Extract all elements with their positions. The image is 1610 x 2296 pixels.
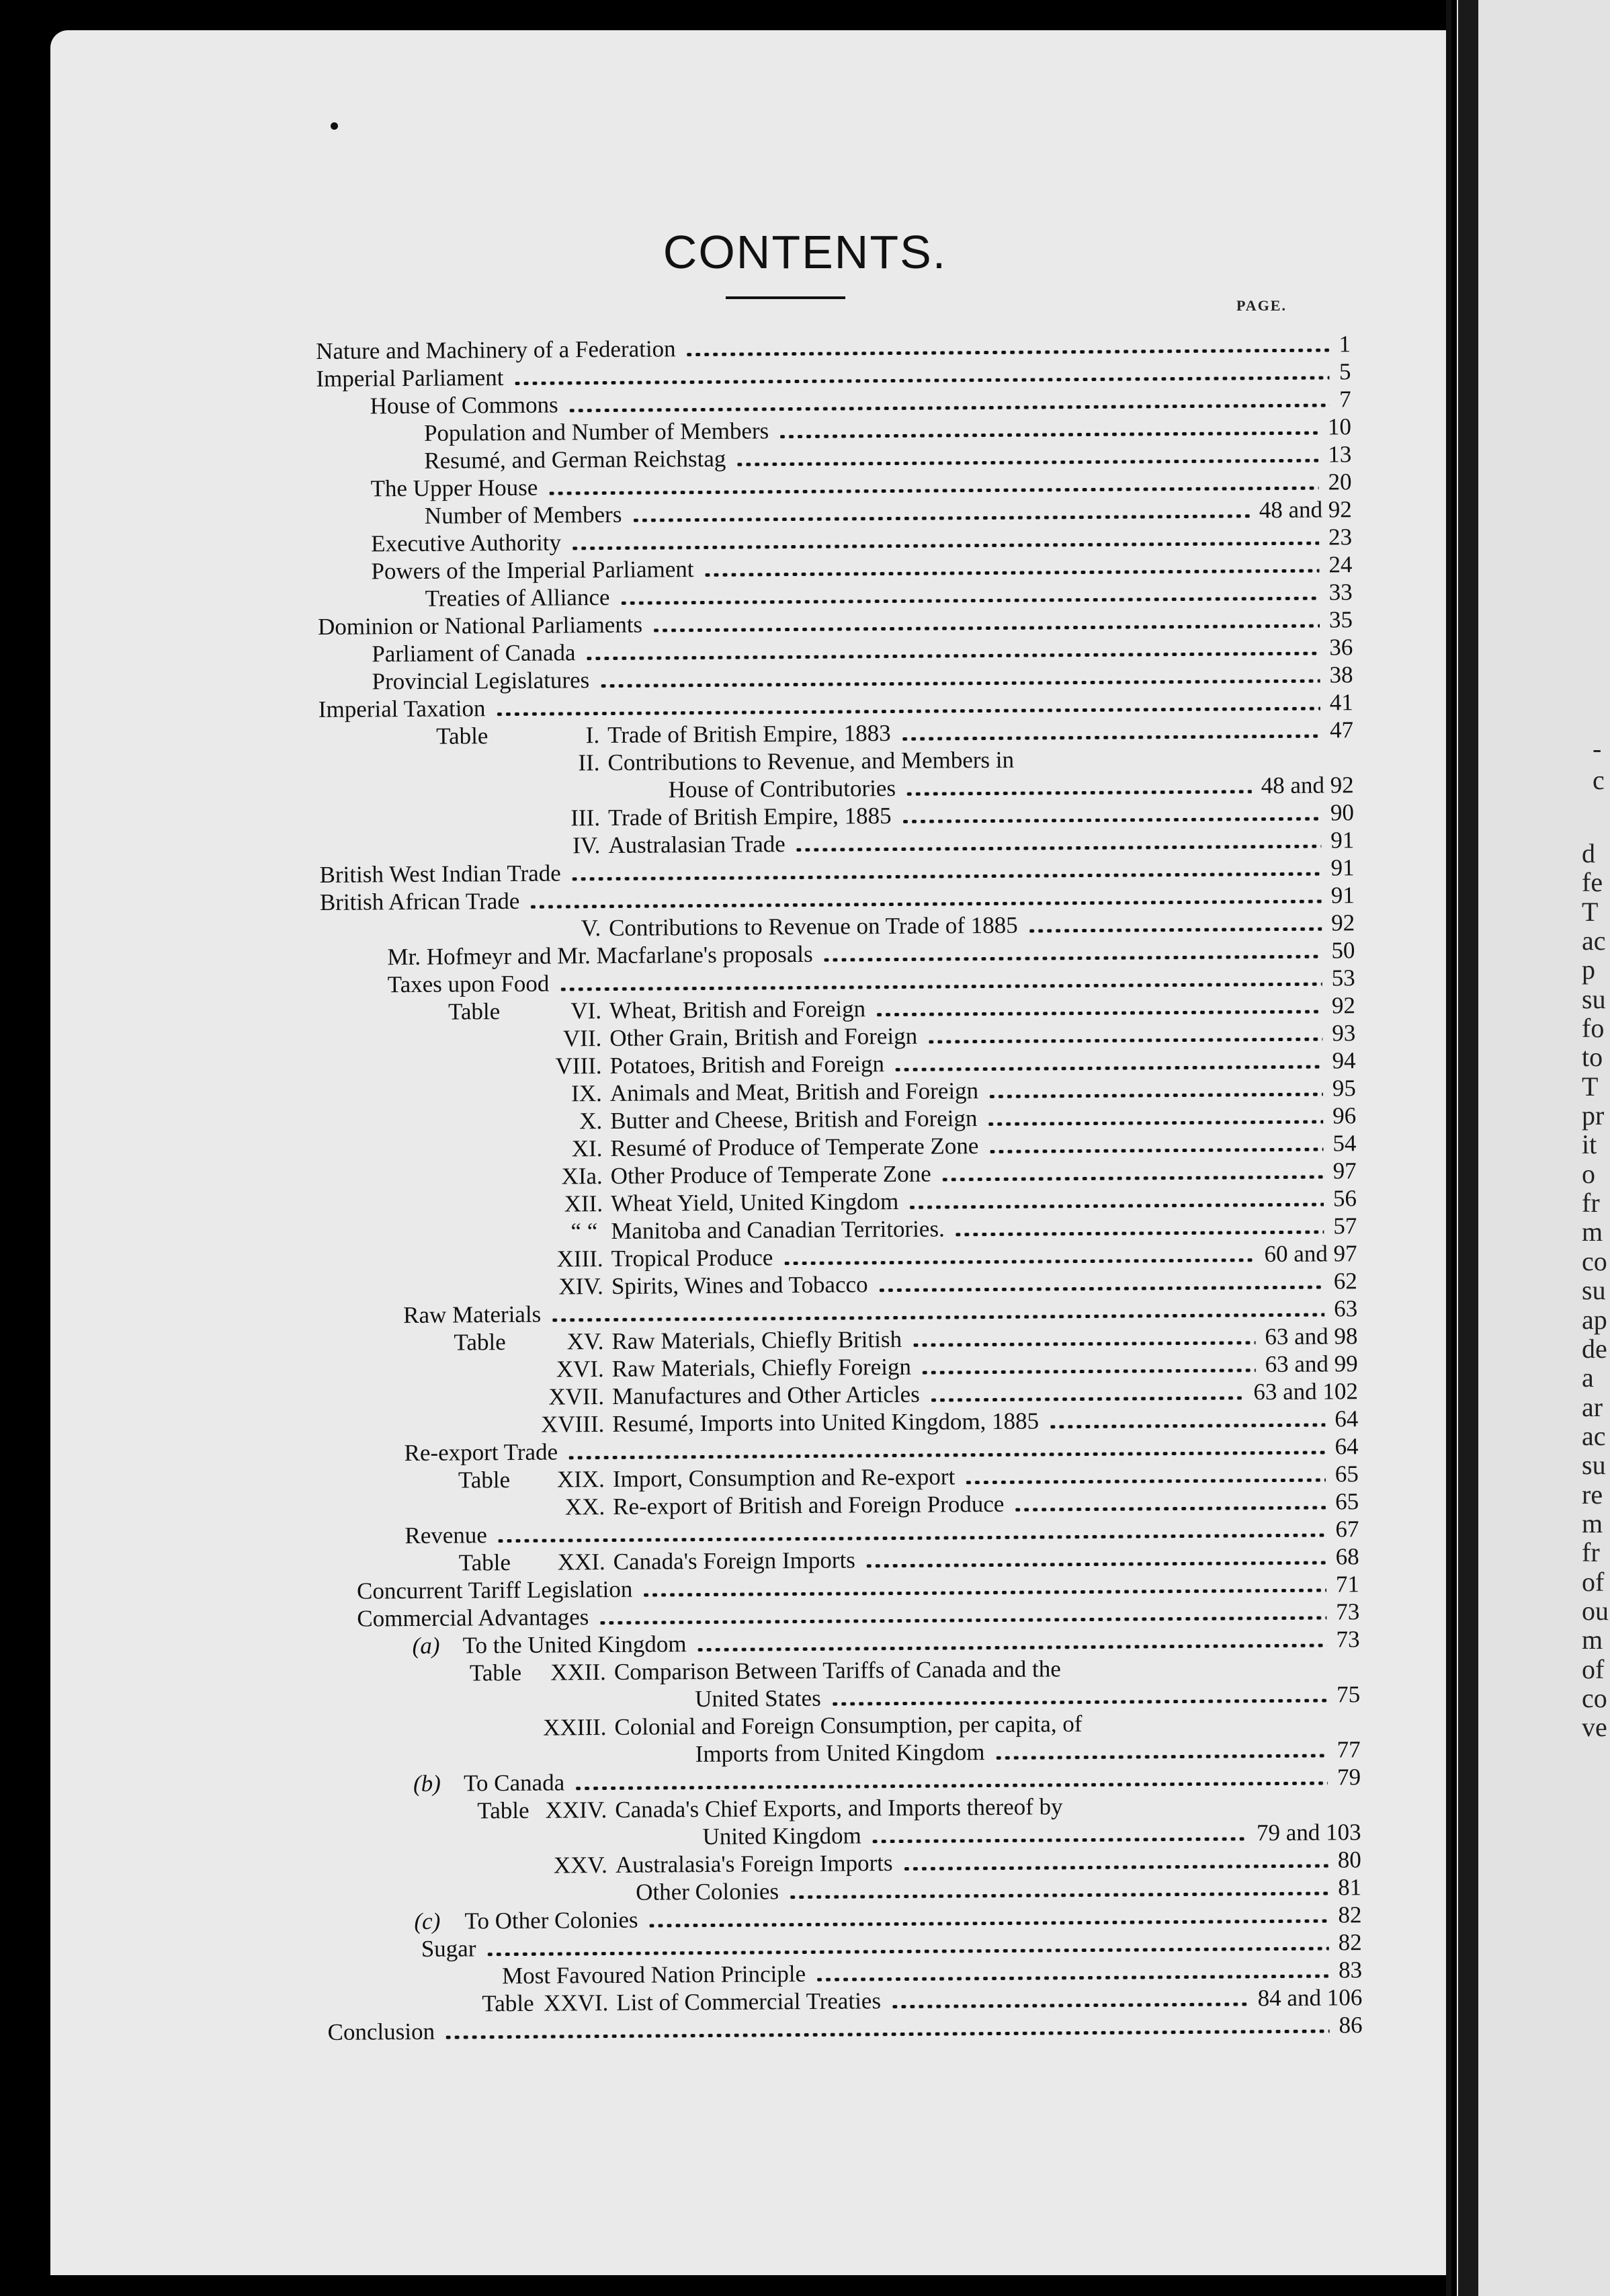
heading-rule (726, 296, 845, 299)
right-page-fragment: fo (1582, 1013, 1605, 1044)
entry-label: Number of Members (424, 501, 622, 529)
leader-dots (890, 2002, 1248, 2008)
leader-dots (905, 790, 1252, 796)
entry-label: Raw Materials, Chiefly British XV. (566, 1325, 902, 1355)
leader-dots (871, 1837, 1247, 1843)
entry-label: Treaties of Alliance (425, 583, 610, 612)
table-prefix: Table (454, 1329, 506, 1356)
right-page-fragment: fr (1582, 1537, 1600, 1568)
entry-label: Sugar (421, 1935, 476, 1962)
page-number: 41 (1329, 689, 1353, 716)
entry-label: Spirits, Wines and Tobacco XIV. (558, 1271, 868, 1300)
right-page-fragment: of (1582, 1653, 1605, 1684)
right-page-fragment: a (1582, 1362, 1594, 1393)
right-page-fragment: ve (1582, 1712, 1607, 1743)
page-number: 91 (1330, 827, 1355, 854)
entry-label: Colonial and Foreign Consumption, per capita, of XXIII. (543, 1711, 1083, 1741)
entry-label: Resumé of Produce of Temperate Zone XI. (571, 1133, 979, 1162)
leader-dots (822, 955, 1322, 962)
entry-label: United States (695, 1684, 821, 1713)
leader-dots (878, 1286, 1324, 1293)
entry-label: Contributions to Revenue, and Members in II. (578, 746, 1015, 776)
right-page-fragment: of (1582, 1566, 1605, 1597)
page-number: 93 (1332, 1020, 1356, 1047)
page-number: 65 (1334, 1461, 1359, 1487)
entry-label: Mr. Hofmeyr and Mr. Macfarlane's proposals (387, 940, 813, 971)
right-page-fragment: T (1582, 1071, 1599, 1102)
table-number: XXI. (557, 1549, 605, 1575)
table-prefix: Table (458, 1549, 511, 1576)
entry-label: To Canada (463, 1769, 565, 1797)
entry-label: Manitoba and Canadian Territories. “ “ (570, 1215, 945, 1245)
leader-dots (831, 1699, 1327, 1706)
leader-dots (815, 1975, 1329, 1981)
table-prefix: Table (436, 723, 489, 749)
entry-label: Other Grain, British and Foreign VII. (562, 1022, 918, 1052)
leader-dots (496, 1534, 1326, 1543)
page-number: 90 (1330, 799, 1355, 826)
entry-label: Powers of the Imperial Parliament (371, 556, 694, 585)
page-number: 10 (1327, 413, 1352, 440)
entry-label: Dominion or National Parliaments (317, 611, 643, 640)
page-number: 67 (1335, 1516, 1359, 1543)
entry-label: Trade of British Empire, 1883 I. (585, 720, 891, 749)
page-number: 79 and 103 (1256, 1819, 1361, 1846)
table-number: XXIII. (543, 1714, 607, 1741)
leader-dots (585, 652, 1320, 661)
entry-label: British West Indian Trade (319, 860, 561, 888)
entry-label: Contributions to Revenue on Trade of 1885 V. (581, 911, 1018, 942)
leader-dots (652, 624, 1320, 632)
page-number: 68 (1335, 1543, 1359, 1570)
entry-label: Potatoes, British and Foreign VIII. (555, 1051, 885, 1079)
entry-label: British African Trade (319, 887, 520, 915)
table-number: II. (578, 749, 600, 776)
page-number: 64 (1334, 1405, 1359, 1432)
leader-dots (1048, 1424, 1325, 1429)
table-number: XIV. (558, 1273, 603, 1300)
right-page-fragment: pr (1582, 1100, 1605, 1131)
right-page-fragment: o (1582, 1158, 1595, 1189)
entry-label: United Kingdom (702, 1822, 861, 1850)
leader-dots (778, 432, 1318, 439)
entry-label: Canada's Chief Exports, and Imports thereof by XXIV. (545, 1793, 1063, 1823)
leader-dots (954, 1231, 1324, 1237)
entry-label: Australasia's Foreign Imports XXV. (553, 1850, 893, 1879)
page-number: 48 and 92 (1259, 496, 1352, 524)
right-page-fragment: to (1582, 1042, 1603, 1073)
right-page-fragment: su (1582, 1450, 1606, 1481)
right-page-fragment: d (1582, 838, 1595, 868)
leader-dots (927, 1038, 1322, 1044)
page-number: 96 (1332, 1102, 1357, 1129)
page-number: 86 (1339, 2012, 1363, 2039)
leader-dots (550, 1313, 1324, 1322)
entry-label: Raw Materials, Chiefly Foreign XVI. (556, 1353, 912, 1383)
page-number: 91 (1330, 854, 1355, 881)
table-number: VIII. (555, 1053, 602, 1079)
table-number: V. (581, 915, 601, 942)
leader-dots (794, 845, 1321, 852)
leader-dots (921, 1368, 1256, 1374)
right-page-fragment: p (1582, 954, 1595, 985)
page-number: 84 and 106 (1257, 1984, 1363, 2012)
leader-dots (986, 1120, 1323, 1126)
right-page-mark: -c (1593, 733, 1605, 795)
entry-label: Import, Consumption and Re-export XIX. (556, 1463, 956, 1493)
leader-dots (1013, 1506, 1326, 1512)
page-number: 47 (1329, 716, 1354, 743)
table-number: XXVI. (543, 1990, 609, 2016)
right-page-fragment: su (1582, 1275, 1606, 1306)
leader-dots (703, 569, 1319, 577)
table-number: IV. (572, 832, 601, 859)
leader-dots (901, 817, 1321, 823)
entry-label: Resumé, Imports into United Kingdom, 1885 XVIII. (540, 1407, 1040, 1438)
entry-label: To Other Colonies (464, 1906, 638, 1934)
entry-label: Most Favoured Nation Principle (501, 1960, 806, 1990)
page-number: 63 and 99 (1265, 1350, 1358, 1378)
entry-label: Taxes upon Food (387, 970, 550, 998)
table-prefix: Table (448, 998, 501, 1025)
entry-label: Manufactures and Other Articles XVII. (548, 1381, 920, 1410)
entry-label: Re-export Trade (404, 1438, 558, 1467)
section-marker: (c) (414, 1908, 441, 1935)
page-number: 48 and 92 (1261, 772, 1354, 799)
right-page-fragment: re (1582, 1479, 1603, 1510)
table-number: VI. (570, 997, 602, 1024)
leader-dots (513, 376, 1329, 384)
table-number: IX. (571, 1080, 602, 1107)
page-column-label: PAGE. (1236, 297, 1287, 314)
leader-dots (988, 1093, 1323, 1098)
entry-label: Butter and Cheese, British and Foreign X. (579, 1105, 978, 1135)
page-number: 7 (1339, 386, 1351, 413)
leader-dots (1027, 928, 1322, 933)
right-page-fragment: m (1582, 1217, 1603, 1247)
page-number: 92 (1331, 992, 1356, 1019)
right-page-fragment: fr (1582, 1188, 1600, 1219)
leader-dots (900, 735, 1320, 741)
right-page-shadow (1458, 0, 1478, 2296)
page-number: 63 and 102 (1253, 1378, 1359, 1405)
right-page-fragment: ou (1582, 1595, 1609, 1626)
entry-label: Trade of British Empire, 1885 III. (570, 803, 892, 831)
page-number: 63 (1333, 1295, 1358, 1322)
ditto-marks: “ “ (570, 1218, 598, 1245)
leader-dots (908, 1203, 1324, 1209)
entry-label: Revenue (405, 1522, 488, 1549)
right-page-fragment: ac (1582, 1420, 1606, 1451)
page-number: 95 (1332, 1075, 1356, 1102)
right-page-text-fragments (1582, 839, 1609, 1742)
table-number: XIa. (561, 1163, 603, 1190)
entry-label: Re-export of British and Foreign Produce XX. (564, 1490, 1005, 1520)
entry-label: Raw Materials (403, 1301, 542, 1329)
table-number: X. (579, 1108, 603, 1135)
page-number: 35 (1328, 606, 1353, 633)
page-number: 82 (1338, 1929, 1362, 1956)
page-number: 60 and 97 (1264, 1240, 1357, 1268)
entry-label: Animals and Meat, British and Foreign IX. (571, 1077, 979, 1107)
leader-dots (632, 514, 1250, 522)
page-number: 36 (1329, 634, 1353, 661)
table-number: XXII. (550, 1659, 607, 1686)
leader-dots (735, 459, 1318, 466)
entry-label: Imperial Taxation (318, 695, 486, 723)
right-page-edge (1457, 0, 1610, 2296)
leader-dots (642, 1589, 1326, 1597)
table-prefix: Table (477, 1797, 529, 1824)
leader-dots (685, 348, 1329, 356)
leader-dots (495, 707, 1320, 716)
leader-dots (902, 1864, 1328, 1871)
leader-dots (929, 1396, 1244, 1401)
section-marker: (a) (412, 1632, 440, 1659)
table-number: III. (570, 805, 601, 831)
table-number: XIX. (556, 1466, 605, 1493)
table-number: XXIV. (545, 1797, 607, 1823)
entry-label: Other Produce of Temperate Zone XIa. (561, 1160, 931, 1190)
page-number: 56 (1332, 1185, 1357, 1212)
leader-dots (598, 1616, 1326, 1625)
leader-dots (548, 487, 1319, 495)
right-page-fragment: su (1582, 983, 1606, 1014)
leader-dots (599, 680, 1320, 688)
page-number: 65 (1334, 1488, 1359, 1515)
leader-dots (894, 1065, 1323, 1071)
page-number: 73 (1336, 1598, 1360, 1625)
table-number: XII. (564, 1190, 603, 1217)
table-number: XVII. (548, 1383, 605, 1410)
leader-dots (620, 597, 1320, 605)
entry-label: Other Colonies (636, 1878, 779, 1905)
page-number: 80 (1337, 1846, 1361, 1873)
section-marker: (b) (413, 1770, 441, 1797)
page-number: 77 (1337, 1736, 1361, 1763)
entry-label: House of Commons (370, 391, 558, 419)
entry-label: The Upper House (370, 474, 538, 502)
table-number: VII. (562, 1025, 602, 1052)
leader-dots (444, 2030, 1330, 2039)
leader-dots (994, 1754, 1328, 1760)
right-page-fragment: ac (1582, 926, 1606, 956)
right-page-fragment: m (1582, 1508, 1603, 1539)
page-number: 24 (1328, 551, 1353, 578)
page-number: 64 (1334, 1433, 1359, 1460)
leader-dots (865, 1561, 1326, 1568)
page-number: 5 (1339, 358, 1351, 385)
entry-label: Comparison Between Tariffs of Canada and the XXII. (550, 1655, 1061, 1686)
page-number: 94 (1332, 1047, 1356, 1074)
leader-dots (696, 1644, 1327, 1652)
entry-label: List of Commercial Treaties XXVI. (543, 1987, 882, 2016)
page-number: 1 (1339, 331, 1351, 358)
leader-dots (988, 1148, 1323, 1153)
table-number: XX. (564, 1493, 605, 1520)
entry-label: Provincial Legislatures (372, 667, 590, 695)
right-page-fragment: ap (1582, 1304, 1607, 1335)
right-page-fragment: fe (1582, 867, 1603, 898)
page-number: 82 (1338, 1901, 1362, 1928)
right-page-fragment: T (1582, 896, 1599, 927)
table-number: I. (585, 722, 600, 749)
leader-dots (559, 983, 1322, 991)
leader-dots (568, 403, 1330, 412)
page-number: 57 (1333, 1213, 1357, 1239)
entry-label: House of Contributories (668, 774, 896, 803)
book-gutter (1446, 0, 1451, 2296)
entry-label: To the United Kingdom (462, 1631, 687, 1659)
page-number: 53 (1331, 965, 1355, 991)
page-number: 50 (1331, 937, 1355, 964)
right-page-fragment: ar (1582, 1391, 1603, 1422)
ink-speck (331, 122, 338, 130)
entry-label: Nature and Machinery of a Federation (316, 335, 676, 364)
contents-heading: CONTENTS. (663, 226, 947, 278)
page-number: 54 (1332, 1130, 1357, 1157)
right-page-fragment: m (1582, 1625, 1603, 1655)
page-number: 33 (1328, 579, 1353, 606)
leader-dots (570, 542, 1319, 550)
leader-dots (788, 1892, 1328, 1899)
table-number: XXV. (553, 1852, 608, 1879)
leader-dots (570, 872, 1322, 881)
entry-label: Parliament of Canada (372, 639, 576, 667)
page-number: 91 (1330, 882, 1355, 909)
entry-label: Australasian Trade IV. (572, 831, 786, 859)
table-number: XIII. (556, 1245, 603, 1272)
page-number: 20 (1328, 468, 1352, 495)
leader-dots (941, 1176, 1324, 1182)
table-prefix: Table (482, 1990, 534, 2017)
table-prefix: Table (469, 1659, 522, 1686)
page-number: 13 (1328, 441, 1352, 468)
page-number: 81 (1337, 1874, 1362, 1901)
right-page-fragment: it (1582, 1129, 1597, 1160)
leader-dots (567, 1451, 1326, 1460)
page-number: 79 (1337, 1764, 1361, 1791)
page-number: 62 (1333, 1268, 1357, 1295)
page-number: 83 (1338, 1957, 1363, 1983)
page-number: 71 (1335, 1571, 1360, 1598)
entry-label: Tropical Produce XIII. (556, 1244, 773, 1272)
entry-label: Population and Number of Members (423, 417, 769, 446)
page-number: 63 and 98 (1265, 1323, 1358, 1350)
leader-dots (486, 1947, 1329, 1957)
page-number: 92 (1330, 909, 1355, 936)
leader-dots (875, 1010, 1322, 1017)
table-number: XVIII. (540, 1411, 605, 1438)
leader-dots (529, 900, 1322, 909)
entry-label: Executive Authority (371, 529, 562, 557)
page-number: 97 (1332, 1157, 1357, 1184)
page-number: 75 (1336, 1681, 1361, 1708)
entry-label: Wheat Yield, United Kingdom XII. (564, 1188, 899, 1217)
right-page-fragment: co (1582, 1245, 1607, 1276)
leader-dots (911, 1341, 1255, 1347)
table-number: XI. (571, 1135, 603, 1162)
page-number: 73 (1336, 1626, 1360, 1653)
entry-label: Imports from United Kingdom (695, 1739, 985, 1768)
table-number: XV. (566, 1328, 604, 1355)
entry-label: Wheat, British and Foreign VI. (570, 995, 866, 1024)
entry-label: Resumé, and German Reichstag (424, 445, 726, 474)
entry-label: Conclusion (327, 2018, 435, 2045)
entry-label: Imperial Parliament (316, 364, 504, 392)
leader-dots (647, 1920, 1328, 1928)
table-of-contents (316, 331, 1363, 2086)
entry-label: Commercial Advantages (357, 1604, 589, 1632)
entry-label: Canada's Foreign Imports XXI. (557, 1547, 855, 1575)
table-prefix: Table (458, 1467, 511, 1493)
page-number: 23 (1328, 524, 1353, 550)
page-number: 38 (1329, 661, 1353, 688)
right-page-fragment: co (1582, 1682, 1607, 1713)
leader-dots (964, 1479, 1326, 1485)
table-number: XVI. (556, 1356, 604, 1383)
leader-dots (783, 1258, 1255, 1265)
right-page-fragment: de (1582, 1333, 1607, 1364)
entry-label: Concurrent Tariff Legislation (356, 1575, 633, 1604)
leader-dots (574, 1782, 1328, 1791)
